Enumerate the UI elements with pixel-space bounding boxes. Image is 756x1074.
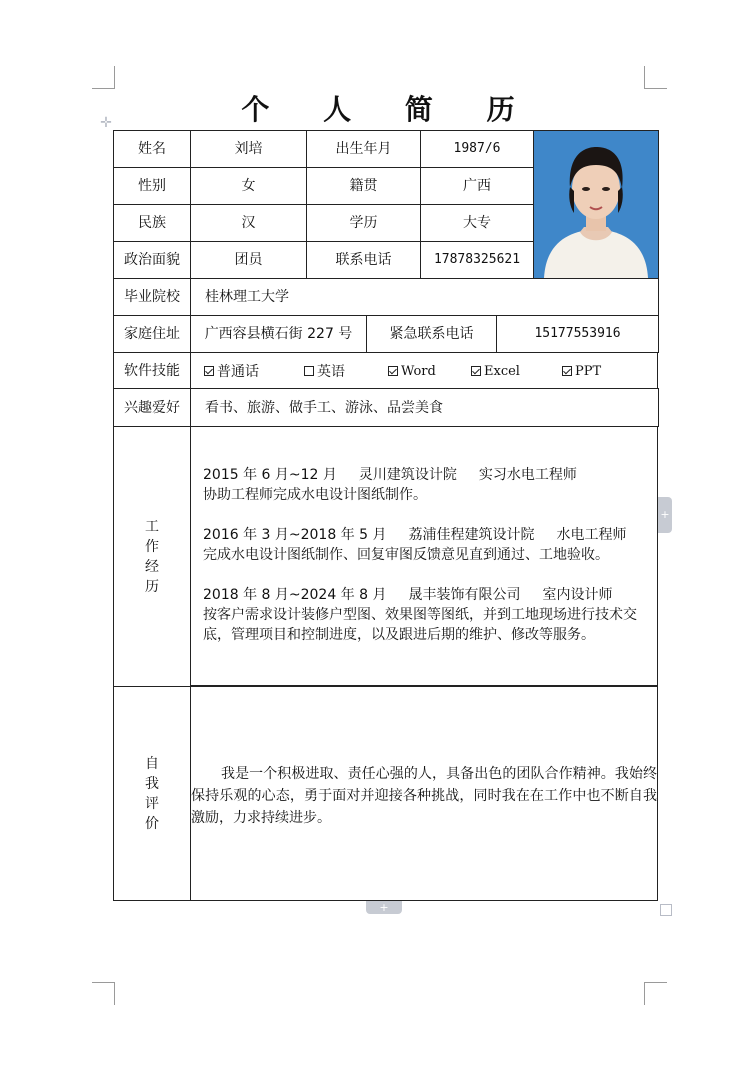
emergency-label: 紧急联系电话 <box>366 315 497 353</box>
hobby-value[interactable]: 看书、旅游、做手工、游泳、品尝美食 <box>190 388 659 427</box>
skill-english[interactable] <box>304 362 345 380</box>
gender-label: 性别 <box>113 167 191 205</box>
job-description: 按客户需求设计装修户型图、效果图等图纸，并到工地现场进行技术交底，管理项目和控制进度，以及跟进后期的维护、修改等服务。 <box>203 607 637 643</box>
school-label: 毕业院校 <box>113 278 191 316</box>
skills-checkbox-group <box>190 352 658 389</box>
job-entry <box>203 585 655 645</box>
native-label: 籍贯 <box>306 167 421 205</box>
skills-label: 软件技能 <box>113 352 191 389</box>
checkbox-checked-icon[interactable] <box>388 366 398 376</box>
skill-word[interactable] <box>388 362 436 380</box>
checkbox-checked-icon[interactable] <box>471 366 481 376</box>
crop-mark-bottom-right <box>644 982 667 1005</box>
education-value[interactable]: 大专 <box>420 204 534 242</box>
page-title: 个 人 简 历 <box>241 93 537 126</box>
job-role: 水电工程师 <box>556 527 627 543</box>
profile-photo <box>533 130 659 279</box>
skill-mandarin[interactable] <box>204 362 259 380</box>
job-company: 灵川建筑设计院 <box>358 467 457 483</box>
job-period: 2016 年 3 月~2018 年 5 月 <box>203 527 387 543</box>
portrait-image <box>534 131 658 278</box>
job-role: 实习水电工程师 <box>478 467 577 483</box>
skill-ppt[interactable] <box>562 362 601 380</box>
crop-mark-top-left <box>92 66 115 89</box>
education-label: 学历 <box>306 204 421 242</box>
skill-label: 英语 <box>317 364 345 380</box>
skill-label: 普通话 <box>217 364 259 380</box>
phone-value[interactable]: 17878325621 <box>420 241 534 279</box>
home-label: 家庭住址 <box>113 315 191 353</box>
checkbox-unchecked-icon[interactable] <box>304 366 314 376</box>
skill-excel[interactable] <box>471 362 520 380</box>
job-entry <box>203 525 655 565</box>
self-evaluation[interactable] <box>190 686 658 901</box>
add-column-handle-icon[interactable]: + <box>658 497 672 533</box>
political-label: 政治面貌 <box>113 241 191 279</box>
native-value[interactable]: 广西 <box>420 167 534 205</box>
political-value[interactable]: 团员 <box>190 241 307 279</box>
job-company: 荔浦佳程建筑设计院 <box>408 527 535 543</box>
job-period: 2015 年 6 月~12 月 <box>203 467 337 483</box>
ethnicity-value[interactable]: 汉 <box>190 204 307 242</box>
work-experience[interactable] <box>190 426 658 686</box>
checkbox-checked-icon[interactable] <box>562 366 572 376</box>
job-entry <box>203 465 655 505</box>
work-label: 工 作 经 历 <box>113 426 191 687</box>
crop-mark-bottom-left <box>92 982 115 1005</box>
job-role: 室内设计师 <box>542 587 613 603</box>
hobby-label: 兴趣爱好 <box>113 388 191 427</box>
add-row-handle-icon[interactable]: + <box>366 901 402 914</box>
job-description: 完成水电设计图纸制作、回复审图反馈意见直到通过、工地验收。 <box>203 547 609 563</box>
emergency-value[interactable]: 15177553916 <box>496 315 659 353</box>
job-company: 晟丰装饰有限公司 <box>408 587 521 603</box>
evaluation-label: 自 我 评 价 <box>113 686 191 901</box>
name-value[interactable]: 刘培 <box>190 130 307 168</box>
skill-label: PPT <box>575 363 602 379</box>
home-value[interactable]: 广西容县横石街 227 号 <box>190 315 367 353</box>
self-evaluation-text: 我是一个积极进取、责任心强的人，具备出色的团队合作精神。我始终保持乐观的心态，勇于面对并迎接各种挑战，同时我在在工作中也不断自我激励，力求持续进步。 <box>191 766 657 826</box>
crop-mark-top-right <box>644 66 667 89</box>
birth-value[interactable]: 1987/6 <box>420 130 534 168</box>
ethnicity-label: 民族 <box>113 204 191 242</box>
table-resize-handle-icon[interactable] <box>660 904 672 916</box>
skill-label: Word <box>401 363 436 379</box>
job-description: 协助工程师完成水电设计图纸制作。 <box>203 487 427 503</box>
name-label: 姓名 <box>113 130 191 168</box>
birth-label: 出生年月 <box>306 130 421 168</box>
phone-label: 联系电话 <box>306 241 421 279</box>
school-value[interactable]: 桂林理工大学 <box>190 278 659 316</box>
job-period: 2018 年 8 月~2024 年 8 月 <box>203 587 387 603</box>
table-move-handle-icon[interactable]: ✛ <box>100 115 112 131</box>
checkbox-checked-icon[interactable] <box>204 366 214 376</box>
skill-label: Excel <box>484 363 520 379</box>
gender-value[interactable]: 女 <box>190 167 307 205</box>
